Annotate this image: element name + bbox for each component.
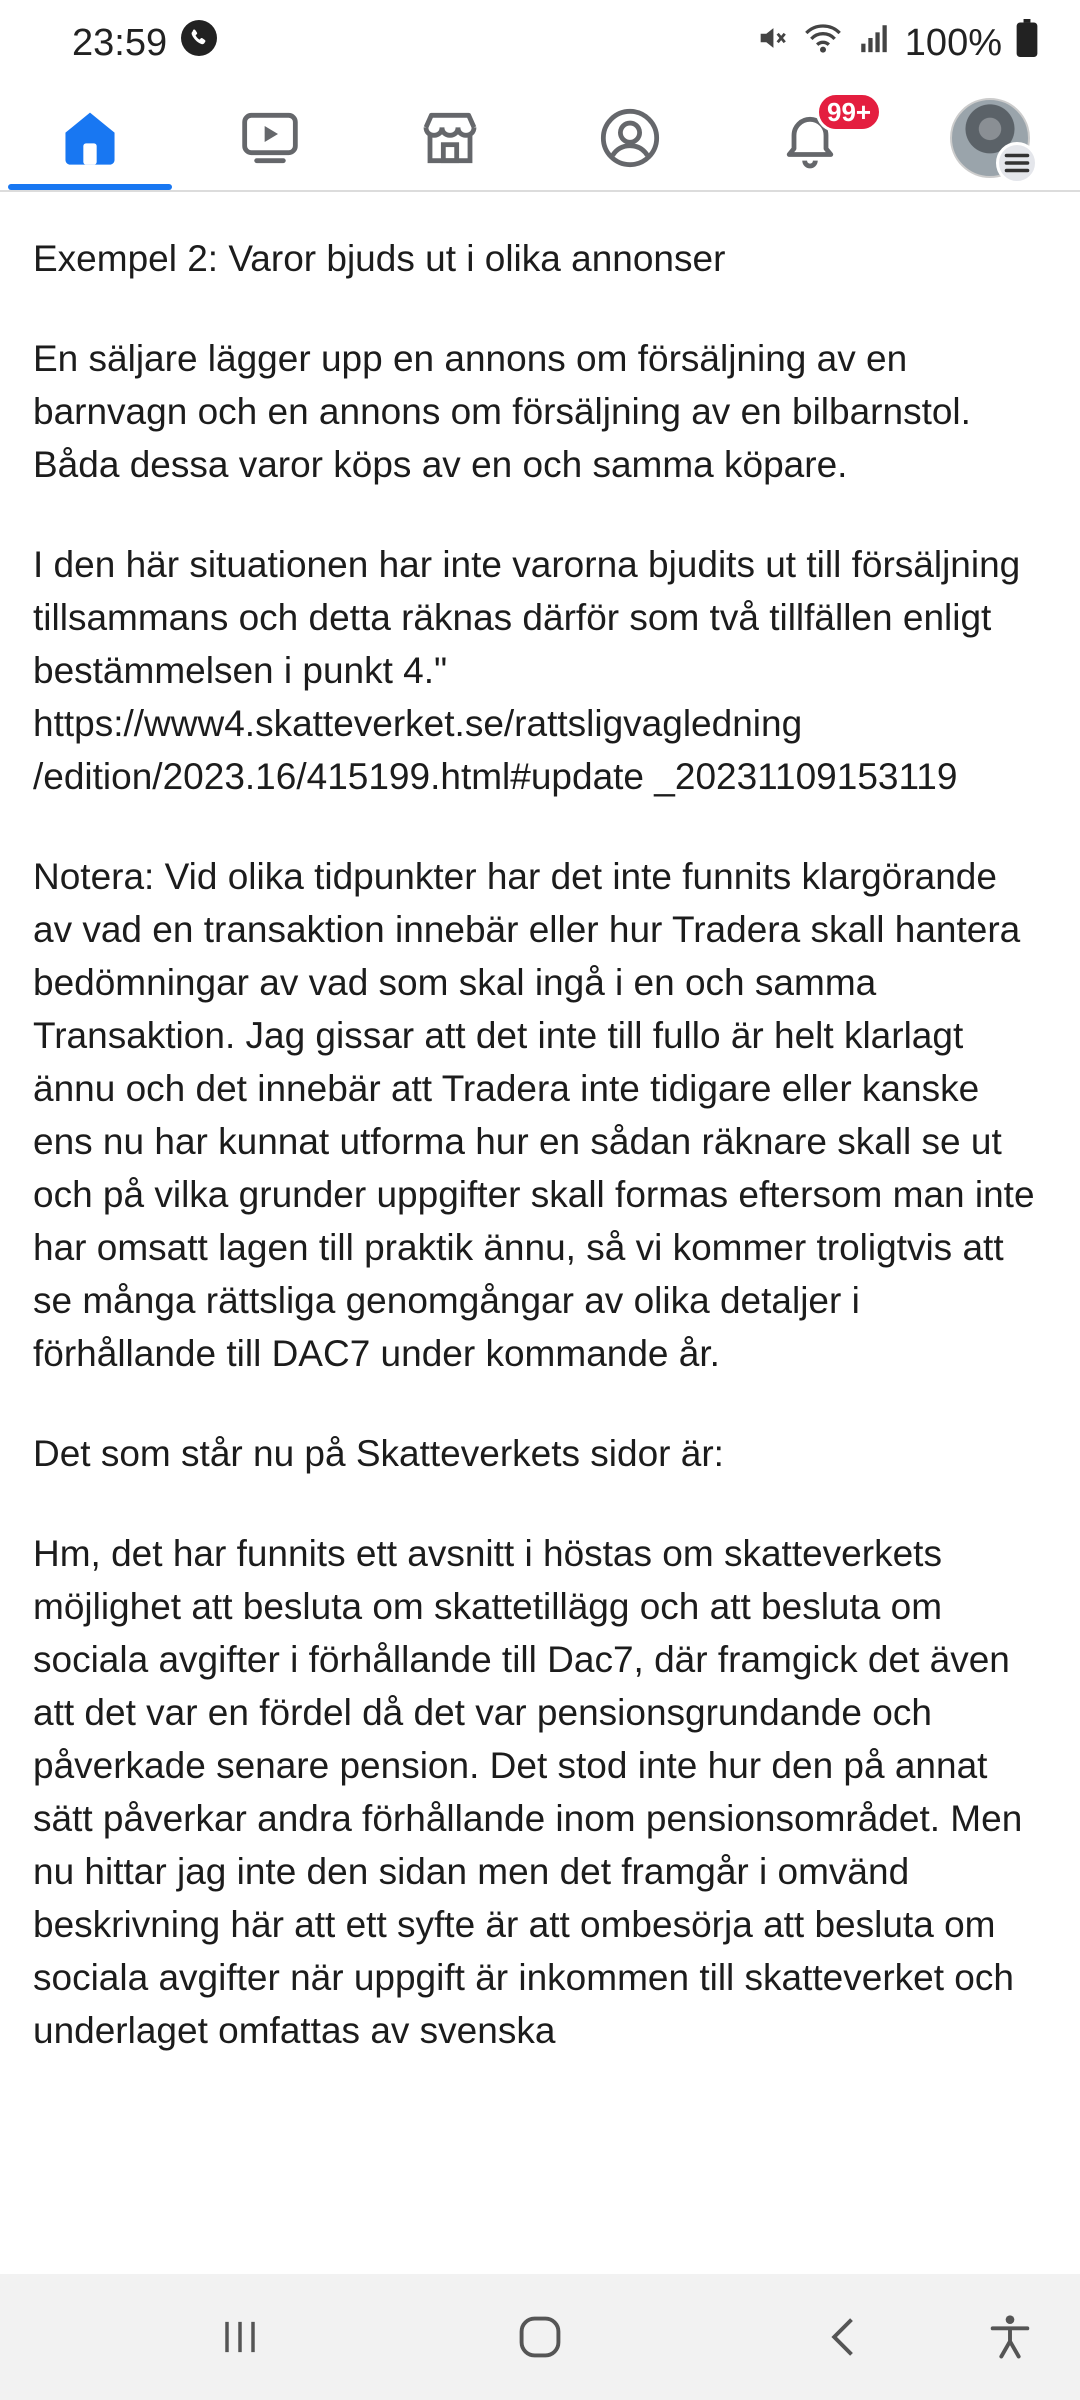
back-button[interactable] (795, 2274, 895, 2400)
mute-icon (755, 21, 789, 65)
signal-icon (857, 21, 891, 65)
paragraph-example: En säljare lägger upp en annons om försäljning av en barnvagn och en annons om försäljning av en bilbarnstol. Båda dessa varor köps av en och samma köpare. (33, 338, 971, 485)
marketplace-icon (418, 106, 482, 170)
nav-video[interactable] (210, 86, 330, 190)
video-icon (238, 106, 302, 170)
nav-marketplace[interactable] (390, 86, 510, 190)
home-circle-icon (514, 2311, 566, 2363)
post-text (33, 232, 1043, 2104)
paragraph-example-title: Exempel 2: Varor bjuds ut i olika annonser (33, 238, 726, 279)
home-icon (58, 106, 122, 170)
nav-home[interactable] (30, 86, 150, 190)
active-tab-indicator (8, 184, 172, 190)
status-left (72, 20, 217, 66)
recent-apps-button[interactable] (190, 2274, 290, 2400)
paragraph-note: Notera: Vid olika tidpunkter har det inte funnits klargörande av vad en transaktion innebär eller hur Tradera skall hantera bedömningar av vad som skal ingå i en och samma Transaktion. Jag gissar att det inte till fullo är helt klarlagt ännu och det innebär att Tradera inte tidigare eller kanske ens nu har kunnat utforma hur en sådan räknare skall se ut och på vilka grunder uppgifter skall formas eftersom man inte har omsatt lagen till praktik ännu, så vi kommer troligtvis att se många rättsliga genomgångar av olika detaljer i förhållande till DAC7 under kommande år. (33, 856, 1035, 1374)
accessibility-icon (984, 2311, 1036, 2363)
paragraph-hm: Hm, det har funnits ett avsnitt i höstas om skatteverkets möjlighet att besluta om skattetillägg och att besluta om sociala avgifter i förhållande till Dac7, där framgick det även att det var en fördel då det var pensionsgrundande och påverkade senare pension. Det stod inte hur den på annat sätt påverkar andra förhållande inom pensionsområdet. Men nu hittar jag inte den sidan men det framgår i omvänd beskrivning här att ett syfte är att ombesörja att besluta om sociala avgifter när uppgift är inkommen till skatteverket och underlaget omfattas av svenska (33, 1533, 1023, 2051)
notification-badge: 99+ (816, 92, 882, 132)
paragraph-situation-link: I den här situationen har inte varorna bjudits ut till försäljning tillsammans och detta räknas därför som två tillfällen enligt bestämmelsen i punkt 4." https://www4.skatteverket.se/rattsligvagledning /edition/2023.16/415199.html#update _20231109153119 (33, 544, 1021, 797)
recent-apps-icon (214, 2311, 266, 2363)
accessibility-button[interactable] (960, 2274, 1060, 2400)
back-chevron-icon (819, 2311, 871, 2363)
wifi-icon (803, 21, 843, 65)
top-navigation (0, 86, 1080, 192)
battery-percent: 100% (904, 21, 1002, 64)
menu-icon (996, 142, 1038, 184)
phone-call-icon (181, 20, 217, 66)
battery-icon (1016, 19, 1038, 67)
avatar (950, 98, 1030, 178)
home-button[interactable] (490, 2274, 590, 2400)
status-time: 23:59 (72, 21, 168, 64)
profile-icon (598, 106, 662, 170)
status-bar (0, 0, 1080, 86)
paragraph-skatteverket: Det som står nu på Skatteverkets sidor är: (33, 1433, 724, 1474)
nav-menu[interactable] (930, 86, 1050, 190)
system-navigation-bar (0, 2274, 1080, 2400)
status-right (755, 19, 1038, 67)
nav-notifications[interactable] (750, 86, 870, 190)
nav-profile[interactable] (570, 86, 690, 190)
